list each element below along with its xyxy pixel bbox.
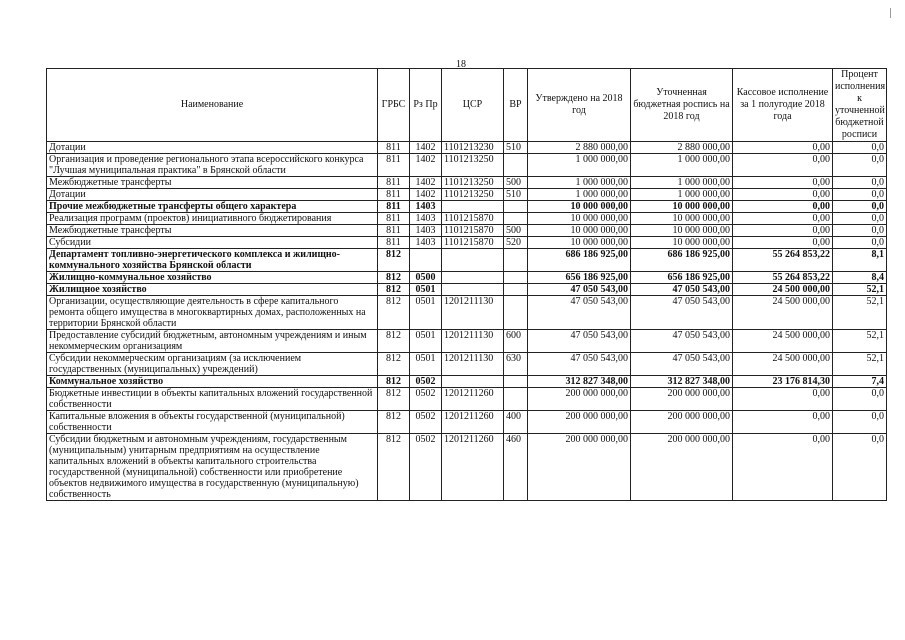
cell-percent: 0,0 (833, 213, 887, 225)
budget-table (46, 68, 887, 501)
cell-csr: 1101213250 (442, 177, 504, 189)
cell-approved: 2 880 000,00 (528, 142, 631, 154)
cell-name: Департамент топливно-энергетического комплекса и жилищно-коммунального хозяйства Брянской области (47, 249, 378, 272)
cell-csr (442, 272, 504, 284)
cell-vr: 600 (504, 330, 528, 353)
header-row (47, 69, 887, 142)
cell-csr: 1101213230 (442, 142, 504, 154)
cell-csr (442, 249, 504, 272)
cell-vr: 500 (504, 177, 528, 189)
cell-rzpr: 1403 (410, 213, 442, 225)
cell-approved: 10 000 000,00 (528, 237, 631, 249)
cell-name: Прочие межбюджетные трансферты общего характера (47, 201, 378, 213)
cell-approved: 1 000 000,00 (528, 189, 631, 201)
cell-csr (442, 376, 504, 388)
cell-percent: 52,1 (833, 330, 887, 353)
cell-grbs: 811 (378, 237, 410, 249)
cell-refined: 200 000 000,00 (631, 434, 733, 501)
cell-vr: 460 (504, 434, 528, 501)
cell-vr (504, 296, 528, 330)
cell-approved: 312 827 348,00 (528, 376, 631, 388)
cell-cash: 24 500 000,00 (733, 353, 833, 376)
cell-approved: 47 050 543,00 (528, 296, 631, 330)
cell-vr: 400 (504, 411, 528, 434)
cell-vr (504, 213, 528, 225)
col-header-csr: ЦСР (442, 69, 504, 142)
cell-vr: 630 (504, 353, 528, 376)
cell-percent: 0,0 (833, 237, 887, 249)
col-header-approved: Утверждено на 2018 год (528, 69, 631, 142)
cell-refined: 2 880 000,00 (631, 142, 733, 154)
cell-rzpr: 1402 (410, 154, 442, 177)
cell-name: Реализация программ (проектов) инициативного бюджетирования (47, 213, 378, 225)
cell-cash: 0,00 (733, 213, 833, 225)
col-header-vr: ВР (504, 69, 528, 142)
cell-cash: 0,00 (733, 154, 833, 177)
scan-edge-mark (890, 8, 891, 18)
cell-csr: 1101213250 (442, 189, 504, 201)
cell-grbs: 812 (378, 272, 410, 284)
cell-grbs: 812 (378, 411, 410, 434)
cell-rzpr: 1402 (410, 177, 442, 189)
cell-cash: 0,00 (733, 225, 833, 237)
cell-refined: 200 000 000,00 (631, 411, 733, 434)
cell-name: Бюджетные инвестиции в объекты капитальных вложений государственной собственности (47, 388, 378, 411)
cell-name: Межбюджетные трансферты (47, 225, 378, 237)
cell-rzpr: 1403 (410, 201, 442, 213)
cell-name: Организация и проведение регионального этапа всероссийского конкурса "Лучшая муниципальная практика" в Брянской области (47, 154, 378, 177)
cell-cash: 0,00 (733, 142, 833, 154)
cell-name: Капитальные вложения в объекты государственной (муниципальной) собственности (47, 411, 378, 434)
cell-rzpr: 0501 (410, 330, 442, 353)
cell-rzpr: 0500 (410, 272, 442, 284)
cell-vr: 510 (504, 189, 528, 201)
cell-grbs: 811 (378, 225, 410, 237)
cell-name: Субсидии (47, 237, 378, 249)
cell-grbs: 811 (378, 201, 410, 213)
cell-approved: 656 186 925,00 (528, 272, 631, 284)
cell-csr: 1201211260 (442, 388, 504, 411)
cell-cash: 24 500 000,00 (733, 296, 833, 330)
col-header-cash: Кассовое исполнение за 1 полугодие 2018 года (733, 69, 833, 142)
cell-percent: 52,1 (833, 353, 887, 376)
cell-percent: 0,0 (833, 142, 887, 154)
table-row (47, 376, 887, 388)
cell-rzpr (410, 249, 442, 272)
cell-approved: 10 000 000,00 (528, 201, 631, 213)
table-row (47, 142, 887, 154)
cell-approved: 10 000 000,00 (528, 225, 631, 237)
cell-name: Дотации (47, 189, 378, 201)
table-row (47, 330, 887, 353)
cell-refined: 10 000 000,00 (631, 213, 733, 225)
col-header-refined: Уточненная бюджетная роспись на 2018 год (631, 69, 733, 142)
cell-refined: 47 050 543,00 (631, 330, 733, 353)
cell-vr (504, 376, 528, 388)
cell-grbs: 812 (378, 353, 410, 376)
cell-refined: 1 000 000,00 (631, 177, 733, 189)
table-row (47, 237, 887, 249)
table-row (47, 284, 887, 296)
cell-name: Межбюджетные трансферты (47, 177, 378, 189)
cell-rzpr: 0501 (410, 353, 442, 376)
table-row (47, 213, 887, 225)
table-row (47, 249, 887, 272)
cell-vr: 510 (504, 142, 528, 154)
cell-csr: 1201211260 (442, 434, 504, 501)
cell-name: Субсидии некоммерческим организациям (за исключением государственных (муниципальных) учреждений) (47, 353, 378, 376)
cell-percent: 0,0 (833, 154, 887, 177)
cell-refined: 686 186 925,00 (631, 249, 733, 272)
cell-approved: 1 000 000,00 (528, 177, 631, 189)
cell-grbs: 812 (378, 330, 410, 353)
cell-grbs: 812 (378, 434, 410, 501)
cell-cash: 0,00 (733, 434, 833, 501)
cell-percent: 0,0 (833, 201, 887, 213)
cell-refined: 10 000 000,00 (631, 237, 733, 249)
cell-percent: 0,0 (833, 411, 887, 434)
cell-rzpr: 0502 (410, 411, 442, 434)
cell-cash: 0,00 (733, 177, 833, 189)
cell-csr: 1201211130 (442, 296, 504, 330)
cell-rzpr: 1403 (410, 225, 442, 237)
cell-csr: 1101215870 (442, 213, 504, 225)
cell-grbs: 811 (378, 189, 410, 201)
cell-refined: 200 000 000,00 (631, 388, 733, 411)
cell-csr: 1201211130 (442, 330, 504, 353)
cell-refined: 47 050 543,00 (631, 284, 733, 296)
cell-cash: 24 500 000,00 (733, 284, 833, 296)
cell-refined: 656 186 925,00 (631, 272, 733, 284)
cell-refined: 47 050 543,00 (631, 353, 733, 376)
cell-grbs: 811 (378, 177, 410, 189)
cell-rzpr: 0502 (410, 376, 442, 388)
cell-name: Предоставление субсидий бюджетным, автономным учреждениям и иным некоммерческим организациям (47, 330, 378, 353)
col-header-rzpr: Рз Пр (410, 69, 442, 142)
cell-cash: 24 500 000,00 (733, 330, 833, 353)
cell-refined: 1 000 000,00 (631, 189, 733, 201)
cell-approved: 686 186 925,00 (528, 249, 631, 272)
cell-cash: 0,00 (733, 411, 833, 434)
cell-name: Коммунальное хозяйство (47, 376, 378, 388)
cell-cash: 55 264 853,22 (733, 272, 833, 284)
cell-approved: 200 000 000,00 (528, 411, 631, 434)
cell-vr (504, 154, 528, 177)
cell-percent: 0,0 (833, 225, 887, 237)
cell-csr (442, 284, 504, 296)
table-row (47, 189, 887, 201)
cell-refined: 1 000 000,00 (631, 154, 733, 177)
cell-cash: 55 264 853,22 (733, 249, 833, 272)
cell-grbs: 812 (378, 249, 410, 272)
cell-refined: 10 000 000,00 (631, 225, 733, 237)
cell-grbs: 812 (378, 296, 410, 330)
cell-rzpr: 1402 (410, 189, 442, 201)
cell-percent: 0,0 (833, 177, 887, 189)
cell-csr (442, 201, 504, 213)
table-row (47, 177, 887, 189)
cell-percent: 52,1 (833, 284, 887, 296)
cell-approved: 47 050 543,00 (528, 284, 631, 296)
cell-csr: 1101213250 (442, 154, 504, 177)
cell-approved: 200 000 000,00 (528, 388, 631, 411)
cell-percent: 0,0 (833, 434, 887, 501)
cell-csr: 1101215870 (442, 237, 504, 249)
cell-vr (504, 201, 528, 213)
col-header-grbs: ГРБС (378, 69, 410, 142)
cell-name: Дотации (47, 142, 378, 154)
col-header-name: Наименование (47, 69, 378, 142)
cell-vr: 500 (504, 225, 528, 237)
table-row (47, 411, 887, 434)
cell-approved: 47 050 543,00 (528, 330, 631, 353)
cell-percent: 0,0 (833, 388, 887, 411)
cell-vr (504, 272, 528, 284)
cell-percent: 8,4 (833, 272, 887, 284)
cell-rzpr: 1402 (410, 142, 442, 154)
table-row (47, 296, 887, 330)
cell-approved: 1 000 000,00 (528, 154, 631, 177)
col-header-percent: Процент исполнения к уточненной бюджетной росписи (833, 69, 887, 142)
cell-grbs: 811 (378, 142, 410, 154)
table-row (47, 434, 887, 501)
table-row (47, 388, 887, 411)
cell-approved: 200 000 000,00 (528, 434, 631, 501)
cell-percent: 7,4 (833, 376, 887, 388)
cell-percent: 52,1 (833, 296, 887, 330)
cell-rzpr: 0501 (410, 296, 442, 330)
cell-refined: 10 000 000,00 (631, 201, 733, 213)
cell-name: Жилищно-коммунальное хозяйство (47, 272, 378, 284)
cell-name: Жилищное хозяйство (47, 284, 378, 296)
cell-vr (504, 388, 528, 411)
cell-cash: 0,00 (733, 201, 833, 213)
cell-grbs: 811 (378, 213, 410, 225)
cell-percent: 0,0 (833, 189, 887, 201)
table-row (47, 353, 887, 376)
cell-approved: 10 000 000,00 (528, 213, 631, 225)
cell-rzpr: 1403 (410, 237, 442, 249)
cell-csr: 1201211130 (442, 353, 504, 376)
cell-name: Субсидии бюджетным и автономным учреждениям, государственным (муниципальным) унитарным предприятиям на осуществление капитальных вложений в объекты капитального строительства государственной (муниципальной) собственности или приобретение объектов недвижимого имущества в государственную (муниципальную) собственность (47, 434, 378, 501)
cell-percent: 8,1 (833, 249, 887, 272)
cell-refined: 47 050 543,00 (631, 296, 733, 330)
cell-name: Организации, осуществляющие деятельность в сфере капитального ремонта общего имущества в многоквартирных домах, расположенных на территории Брянской области (47, 296, 378, 330)
table-row (47, 154, 887, 177)
cell-cash: 0,00 (733, 237, 833, 249)
cell-rzpr: 0501 (410, 284, 442, 296)
cell-csr: 1201211260 (442, 411, 504, 434)
cell-rzpr: 0502 (410, 434, 442, 501)
cell-vr (504, 249, 528, 272)
cell-cash: 0,00 (733, 189, 833, 201)
cell-cash: 0,00 (733, 388, 833, 411)
cell-grbs: 811 (378, 154, 410, 177)
table-row (47, 272, 887, 284)
cell-cash: 23 176 814,30 (733, 376, 833, 388)
cell-approved: 47 050 543,00 (528, 353, 631, 376)
cell-refined: 312 827 348,00 (631, 376, 733, 388)
cell-grbs: 812 (378, 284, 410, 296)
cell-rzpr: 0502 (410, 388, 442, 411)
cell-grbs: 812 (378, 376, 410, 388)
page-number: 18 (456, 59, 466, 70)
cell-vr: 520 (504, 237, 528, 249)
table-row (47, 201, 887, 213)
cell-csr: 1101215870 (442, 225, 504, 237)
table-row (47, 225, 887, 237)
cell-vr (504, 284, 528, 296)
cell-grbs: 812 (378, 388, 410, 411)
